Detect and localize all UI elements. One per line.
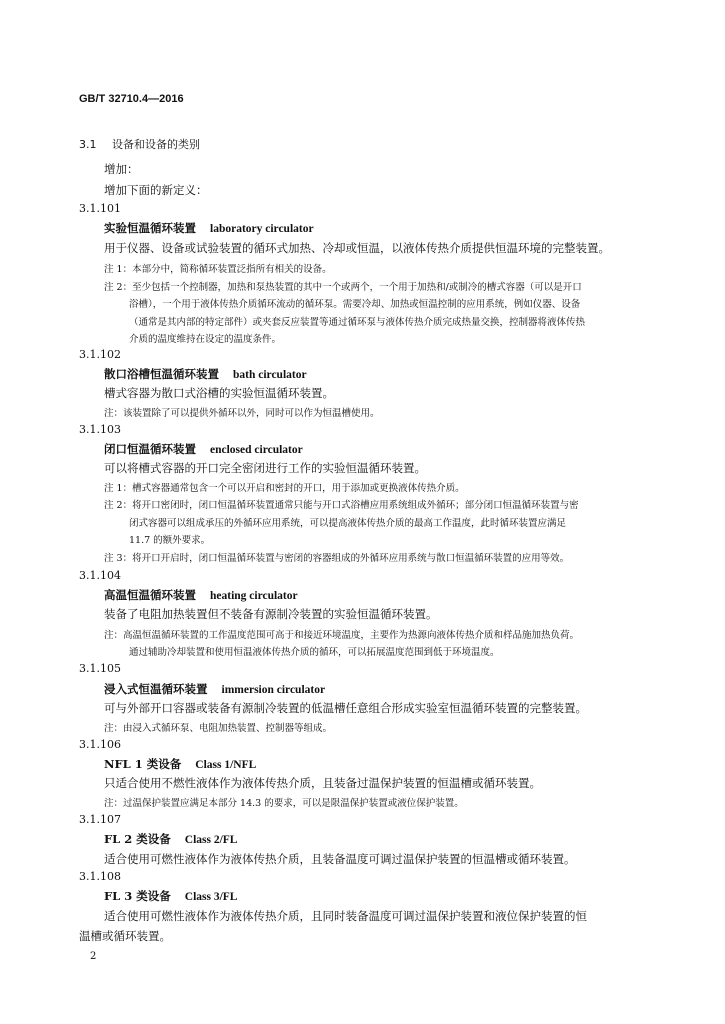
note-line: （通常是其内部的特定部件）或夹套反应装置等通过循环泵与液体传热介质完成热量交换，控制器将液体传热 bbox=[129, 317, 586, 328]
definition-text: 可以将槽式容器的开口完全密闭进行工作的实验恒温循环装置。 bbox=[104, 461, 426, 475]
term-zh: 高温恒温循环装置 bbox=[104, 588, 196, 602]
section-number: 3.1 bbox=[79, 138, 97, 151]
definition-term bbox=[104, 831, 237, 847]
definition-number: 3.1.106 bbox=[79, 738, 121, 751]
term-en: Class 2/FL bbox=[184, 834, 238, 846]
note-line: 注 2：将开口密闭时，闭口恒温循环装置通常只能与开口式浴槽应用系统组成外循环；部分闭口恒温循环装置与密 bbox=[104, 500, 579, 511]
definition-text: 用于仪器、设备或试验装置的循环式加热、冷却或恒温，以液体传热介质提供恒温环境的完整装置。 bbox=[104, 241, 610, 255]
section-title: 设备和设备的类别 bbox=[112, 138, 200, 151]
definition-number: 3.1.102 bbox=[79, 348, 121, 361]
definition-text: 可与外部开口容器或装备有源制冷装置的低温槽任意组合形成实验室恒温循环装置的完整装置。 bbox=[104, 701, 587, 715]
note-line: 介质的温度维持在设定的温度条件。 bbox=[129, 334, 282, 345]
definition-term bbox=[104, 888, 237, 904]
definition-text: 装备了电阻加热装置但不装备有源制冷装置的实验恒温循环装置。 bbox=[104, 607, 438, 621]
definition-term bbox=[104, 587, 298, 603]
definition-term bbox=[104, 366, 307, 382]
term-zh: FL 3 类设备 bbox=[104, 889, 171, 903]
note-line: 注：由浸入式循环泵、电阻加热装置、控制器等组成。 bbox=[104, 723, 333, 734]
intro-line: 增加下面的新定义： bbox=[104, 183, 208, 197]
term-zh: FL 2 类设备 bbox=[104, 832, 171, 846]
term-zh: 散口浴槽恒温循环装置 bbox=[104, 367, 219, 381]
note-line: 注 2：至少包括一个控制器，加热和泵热装置的其中一个或两个，一个用于加热和/或制冷的槽式容器（可以是开口 bbox=[104, 282, 582, 293]
term-en: enclosed circulator bbox=[210, 444, 303, 456]
note-line: 浴槽），一个用于液体传热介质循环流动的循环泵。需要冷却、加热或恒温控制的应用系统，例如仪器、设备 bbox=[129, 299, 581, 310]
note-line: 闭式容器可以组成承压的外循环应用系统，可以提高液体传热介质的最高工作温度，此时循环装置应满足 bbox=[129, 518, 567, 529]
definition-number: 3.1.101 bbox=[79, 202, 121, 215]
term-zh: 浸入式恒温循环装置 bbox=[104, 682, 208, 696]
definition-text: 适合使用可燃性液体作为液体传热介质，且同时装备温度可调过温保护装置和液位保护装置的恒 bbox=[104, 909, 587, 923]
note-line: 11.7 的额外要求。 bbox=[129, 535, 211, 546]
note-line: 注：该装置除了可以提供外循环以外，同时可以作为恒温槽使用。 bbox=[104, 408, 380, 419]
note-line: 注：高温恒温循环装置的工作温度范围可高于和接近环境温度，主要作为热源向液体传热介质和样品施加热负荷。 bbox=[104, 630, 580, 641]
term-zh: 闭口恒温循环装置 bbox=[104, 442, 196, 456]
definition-number: 3.1.103 bbox=[79, 423, 121, 436]
note-line: 注 3：将开口开启时，闭口恒温循环装置与密闭的容器组成的外循环应用系统与散口恒温循环装置的应用等效。 bbox=[104, 553, 570, 564]
note-line: 通过辅助冷却装置和使用恒温液体传热介质的循环，可以拓展温度范围到低于环境温度。 bbox=[129, 647, 500, 658]
definition-text: 温槽或循环装置。 bbox=[79, 929, 171, 943]
definition-text: 适合使用可燃性液体作为液体传热介质，且装备温度可调过温保护装置的恒温槽或循环装置。 bbox=[104, 852, 576, 866]
term-en: laboratory circulator bbox=[210, 223, 314, 235]
term-zh: NFL 1 类设备 bbox=[104, 757, 182, 771]
definition-term bbox=[104, 681, 325, 697]
term-zh: 实验恒温循环装置 bbox=[104, 221, 196, 235]
definition-number: 3.1.107 bbox=[79, 813, 121, 826]
intro-line: 增加： bbox=[104, 162, 139, 176]
definition-number: 3.1.104 bbox=[79, 569, 121, 582]
note-line: 注 1：本部分中，简称循环装置泛指所有相关的设备。 bbox=[104, 264, 332, 275]
term-en: Class 1/NFL bbox=[195, 759, 257, 771]
definition-text: 只适合使用不燃性液体作为液体传热介质，且装备过温保护装置的恒温槽或循环装置。 bbox=[104, 776, 541, 790]
term-en: heating circulator bbox=[210, 590, 298, 602]
note-line: 注：过温保护装置应满足本部分 14.3 的要求，可以是限温保护装置或液位保护装置。 bbox=[104, 798, 464, 809]
term-en: Class 3/FL bbox=[184, 891, 238, 903]
term-en: bath circulator bbox=[233, 369, 307, 381]
standard-id: GB/T 32710.4—2016 bbox=[79, 93, 184, 105]
definition-term bbox=[104, 441, 303, 457]
definition-text: 槽式容器为散口式浴槽的实验恒温循环装置。 bbox=[104, 386, 334, 400]
note-line: 注 1：槽式容器通常包含一个可以开启和密封的开口，用于添加或更换液体传热介质。 bbox=[104, 483, 465, 494]
definition-number: 3.1.105 bbox=[79, 662, 121, 675]
definition-term bbox=[104, 756, 256, 772]
term-en: immersion circulator bbox=[221, 684, 326, 696]
page-number: 2 bbox=[90, 951, 97, 962]
definition-number: 3.1.108 bbox=[79, 870, 121, 883]
definition-term bbox=[104, 220, 314, 236]
section-heading bbox=[79, 136, 200, 152]
